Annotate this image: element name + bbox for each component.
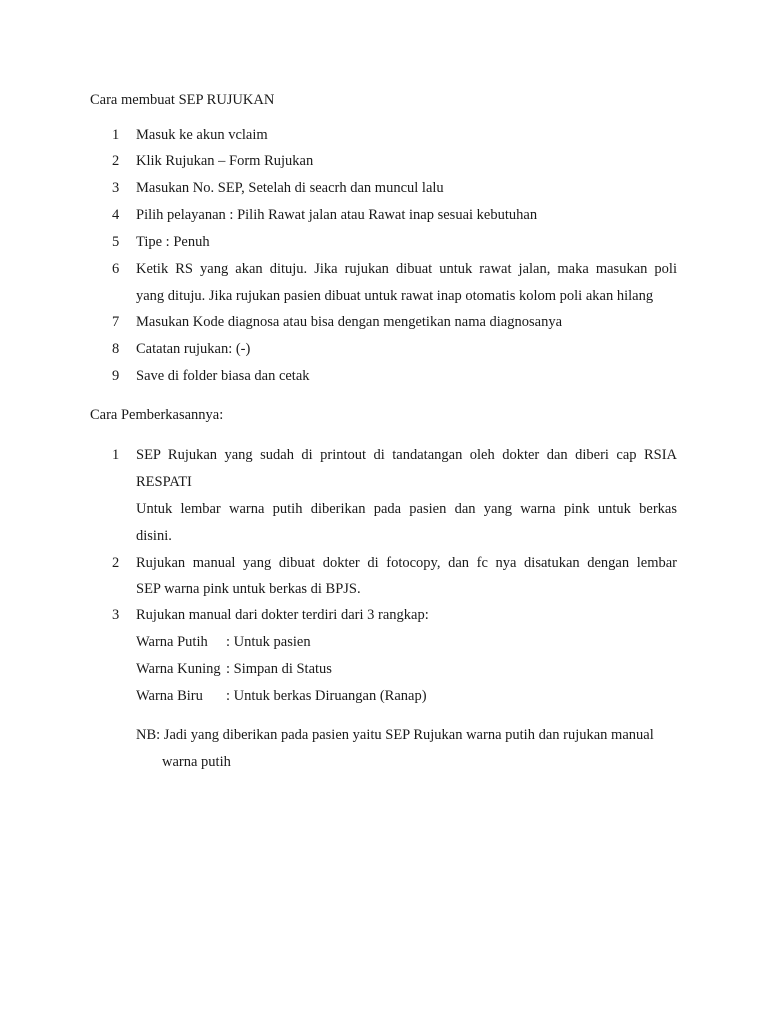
step-number: 3 [112,180,120,196]
copy-label: Warna Biru [136,688,203,704]
nb-note: NB: Jadi yang diberikan pada pasien yaitu SEP Rujukan warna putih dan rujukan manual [136,727,654,743]
step-text: Ketik RS yang akan dituju. Jika rujukan dibuat untuk rawat jalan, maka masukan poli [136,261,677,277]
filing-number: 1 [112,447,120,463]
step-number: 9 [112,368,120,384]
copy-label: Warna Kuning [136,661,221,677]
step-number: 7 [112,314,120,330]
step-number: 6 [112,261,120,277]
step-text: Save di folder biasa dan cetak [136,368,310,384]
step-number: 2 [112,153,120,169]
step-number: 8 [112,341,120,357]
step-text: Pilih pelayanan : Pilih Rawat jalan atau Rawat inap sesuai kebutuhan [136,207,538,223]
filing-number: 3 [112,607,120,623]
copy-value: : Untuk pasien [226,634,311,650]
step-text-continued: yang dituju. Jika rujukan pasien dibuat untuk rawat inap otomatis kolom poli akan hilang [136,288,654,304]
step-text: Masuk ke akun vclaim [136,127,268,143]
filing-number: 2 [112,555,120,571]
filing-text: Rujukan manual dari dokter terdiri dari 3 rangkap: [136,607,429,623]
step-text: Masukan Kode diagnosa atau bisa dengan mengetikan nama diagnosanya [136,314,563,330]
step-text: Tipe : Penuh [136,234,210,250]
copy-label: Warna Putih [136,634,208,650]
step-text: Klik Rujukan – Form Rujukan [136,153,314,169]
step-number: 5 [112,234,120,250]
filing-text-continued: RESPATI [136,474,192,490]
step-text: Masukan No. SEP, Setelah di seacrh dan muncul lalu [136,180,444,196]
filing-text-continued: disini. [136,528,172,544]
heading-sep-rujukan: Cara membuat SEP RUJUKAN [90,92,275,108]
step-number: 1 [112,127,120,143]
copy-value: : Simpan di Status [226,661,332,677]
heading-pemberkasan: Cara Pemberkasannya: [90,407,224,423]
filing-text-continued: Untuk lembar warna putih diberikan pada pasien dan yang warna pink untuk berkas [136,501,677,517]
step-text: Catatan rujukan: (-) [136,341,251,357]
filing-text-continued: SEP warna pink untuk berkas di BPJS. [136,581,361,597]
step-number: 4 [112,207,120,223]
filing-text: SEP Rujukan yang sudah di printout di tandatangan oleh dokter dan diberi cap RSIA [136,447,677,463]
copy-value: : Untuk berkas Diruangan (Ranap) [226,688,427,704]
filing-text: Rujukan manual yang dibuat dokter di fotocopy, dan fc nya disatukan dengan lembar [136,555,677,571]
nb-note-continued: warna putih [162,754,231,770]
